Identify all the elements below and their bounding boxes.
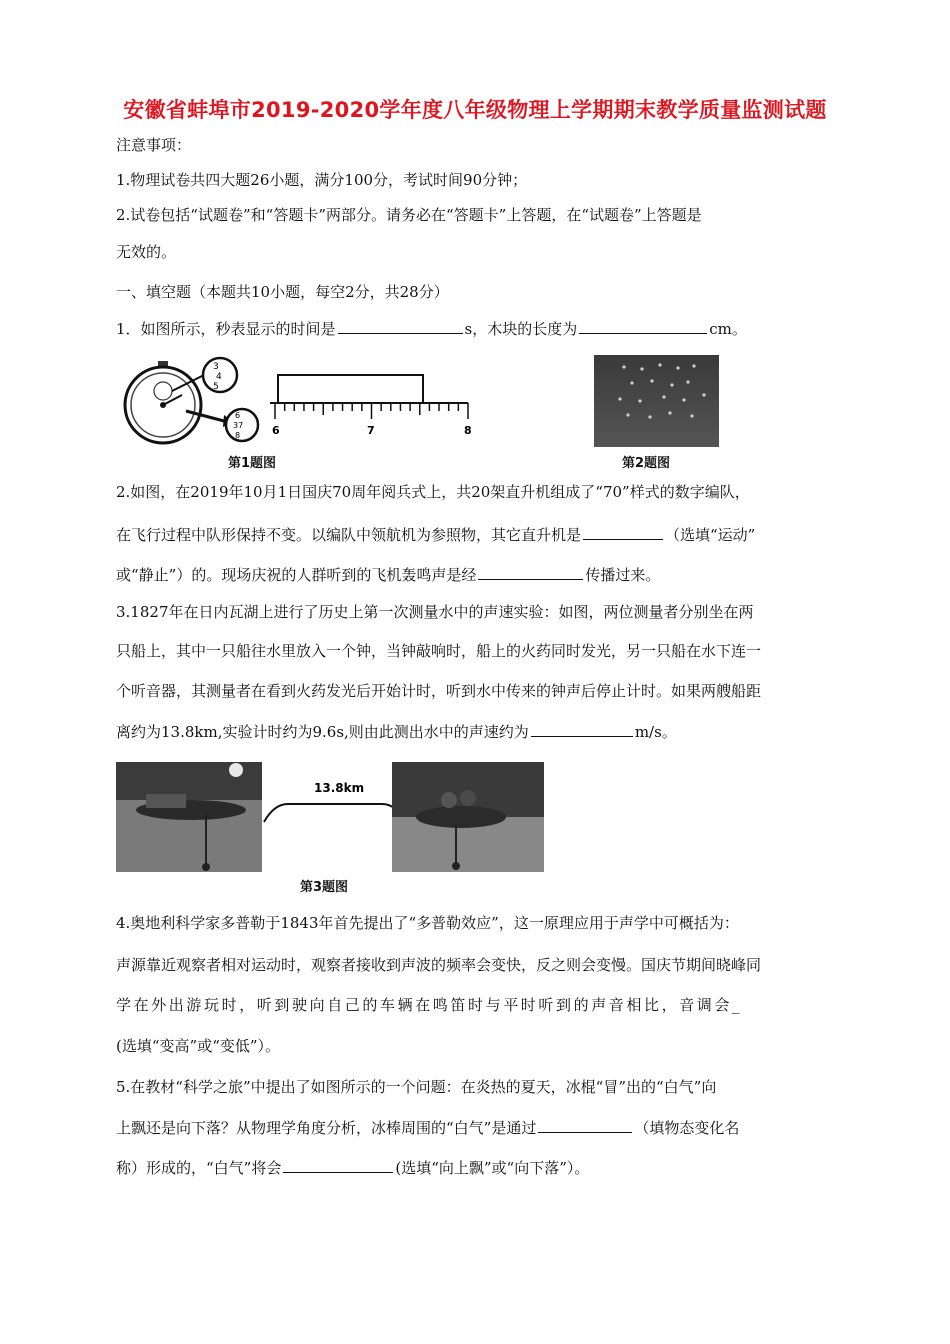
- figure-2-helicopter-photo: [594, 355, 719, 447]
- q5-text-3b: (选填“向上飘”或“向下落”）。: [395, 1159, 590, 1177]
- helicopter-dot: [630, 381, 633, 384]
- q3-line-1: 3.1827年在日内瓦湖上进行了历史上第一次测量水中的声速实验：如图，两位测量者分别坐在两: [116, 603, 754, 621]
- notice-1: 1.物理试卷共四大题26小题，满分100分，考试时间90分钟；: [116, 171, 528, 189]
- q3-line-4: [116, 721, 677, 742]
- dial2-label-37: 37: [233, 421, 244, 430]
- figure-2-caption: 第2题图: [622, 456, 671, 471]
- figure-3-lake-boats: [116, 762, 546, 874]
- q5-line-1: 5.在教材“科学之旅”中提出了如图所示的一个问题：在炎热的夏天，冰棍“冒”出的“白气”向: [116, 1078, 717, 1096]
- q2-text-2a: 在飞行过程中队形保持不变。以编队中领航机为参照物，其它直升机是: [116, 526, 582, 544]
- right-boat-photo: [392, 762, 544, 872]
- q5-line-3: [116, 1157, 589, 1178]
- figure-3-caption: 第3题图: [300, 880, 349, 895]
- dial2-label-6: 6: [235, 411, 241, 420]
- helicopter-dot: [686, 380, 689, 383]
- helicopter-dot: [648, 415, 651, 418]
- q4-line-1: 4.奥地利科学家多普勒于1843年首先提出了“多普勒效应”，这一原理应用于声学中可概括为：: [116, 914, 739, 932]
- notice-heading: 注意事项：: [116, 136, 192, 154]
- stopwatch-icon: [125, 361, 201, 443]
- notice-2: 2.试卷包括“试题卷”和“答题卡”两部分。请务必在“答题卡”上答题，在“试题卷”上答题是: [116, 206, 702, 224]
- helicopter-dot: [670, 383, 673, 386]
- ruler-label-7: 7: [367, 424, 375, 437]
- q5-text-2b: （填物态变化名: [634, 1119, 740, 1137]
- q1-text-b: s，木块的长度为: [464, 320, 578, 338]
- helicopter-dot: [650, 379, 653, 382]
- ruler-label-8: 8: [464, 424, 472, 437]
- q1-text-a: 1．如图所示，秒表显示的时间是: [116, 320, 336, 338]
- dial1-label-4: 4: [216, 372, 222, 382]
- q2-text-2b: （选填“运动”: [665, 526, 756, 544]
- dial2-label-8: 8: [235, 431, 241, 440]
- notice-3: 无效的。: [116, 243, 177, 261]
- q3-text-4a: 离约为13.8km,实验计时约为9.6s,则由此测出水中的声速约为: [116, 723, 529, 741]
- q5-blank-direction[interactable]: [283, 1157, 393, 1173]
- helicopter-dot: [668, 411, 671, 414]
- q3-text-4b: m/s。: [634, 723, 677, 741]
- helicopter-dot: [658, 363, 661, 366]
- q2-line-2: [116, 524, 755, 545]
- q3-line-2: 只船上，其中一只船往水里放入一个钟，当钟敲响时，船上的火药同时发光，另一只船在水下连一: [116, 642, 762, 660]
- helicopter-dot: [622, 365, 625, 368]
- helicopter-dot: [626, 413, 629, 416]
- q5-text-3a: 称）形成的，“白气”将会: [116, 1159, 282, 1177]
- distance-label: 13.8km: [314, 781, 365, 795]
- q1-blank-time[interactable]: [338, 318, 463, 334]
- q1-blank-length[interactable]: [579, 318, 707, 334]
- q5-line-2: [116, 1117, 739, 1138]
- helicopter-dot: [702, 393, 705, 396]
- helicopter-dot: [682, 398, 685, 401]
- q5-text-2a: 上飘还是向下落？从物理学角度分析，冰棒周围的“白气”是通过: [116, 1119, 537, 1137]
- q3-line-3: 个听音器，其测量者在看到火药发光后开始计时，听到水中传来的钟声后停止计时。如果两艘船距: [116, 682, 762, 700]
- helicopter-dot: [692, 364, 695, 367]
- helicopter-dot: [662, 395, 665, 398]
- figure-1-stopwatch-ruler: [120, 355, 485, 445]
- q4-line-3: 学在外出游玩时，听到驶向自己的车辆在鸣笛时与平时听到的声音相比，音调会_: [116, 996, 743, 1014]
- q5-blank-phase-change[interactable]: [538, 1117, 632, 1133]
- q2-line-3: [116, 564, 660, 585]
- helicopter-dot: [676, 366, 679, 369]
- ruler-label-6: 6: [272, 424, 280, 437]
- question-1: [116, 318, 747, 339]
- q3-blank-speed[interactable]: [531, 721, 633, 737]
- q4-line-2: 声源靠近观察者相对运动时，观察者接收到声波的频率会变快，反之则会变慢。国庆节期间晓峰同: [116, 956, 762, 974]
- q4-line-4: (选填“变高”或“变低”）。: [116, 1037, 281, 1055]
- q2-blank-motion[interactable]: [583, 524, 663, 540]
- q2-line-1: 2.如图，在2019年10月1日国庆70周年阅兵式上，共20架直升机组成了“70”样式的数字编队，: [116, 483, 750, 501]
- left-boat-photo: [116, 762, 262, 872]
- helicopter-dot: [638, 399, 641, 402]
- ruler-with-block: [270, 375, 472, 437]
- helicopter-dot: [640, 367, 643, 370]
- helicopter-dot: [618, 397, 621, 400]
- helicopter-dot: [690, 414, 693, 417]
- section-heading-fill-in: 一、填空题（本题共10小题，每空2分，共28分）: [116, 283, 449, 301]
- q2-blank-medium[interactable]: [478, 564, 583, 580]
- q2-text-3a: 或“静止”）的。现场庆祝的人群听到的飞机轰鸣声是经: [116, 566, 477, 584]
- figure-1-caption: 第1题图: [228, 456, 277, 471]
- dial1-label-3: 3: [213, 362, 219, 372]
- dial1-label-5: 5: [213, 382, 219, 392]
- exam-title: 安徽省蚌埠市2019-2020学年度八年级物理上学期期末教学质量监测试题: [123, 98, 827, 122]
- q2-text-3b: 传播过来。: [585, 566, 661, 584]
- q1-text-c: cm。: [709, 320, 747, 338]
- distance-indicator: [264, 781, 406, 822]
